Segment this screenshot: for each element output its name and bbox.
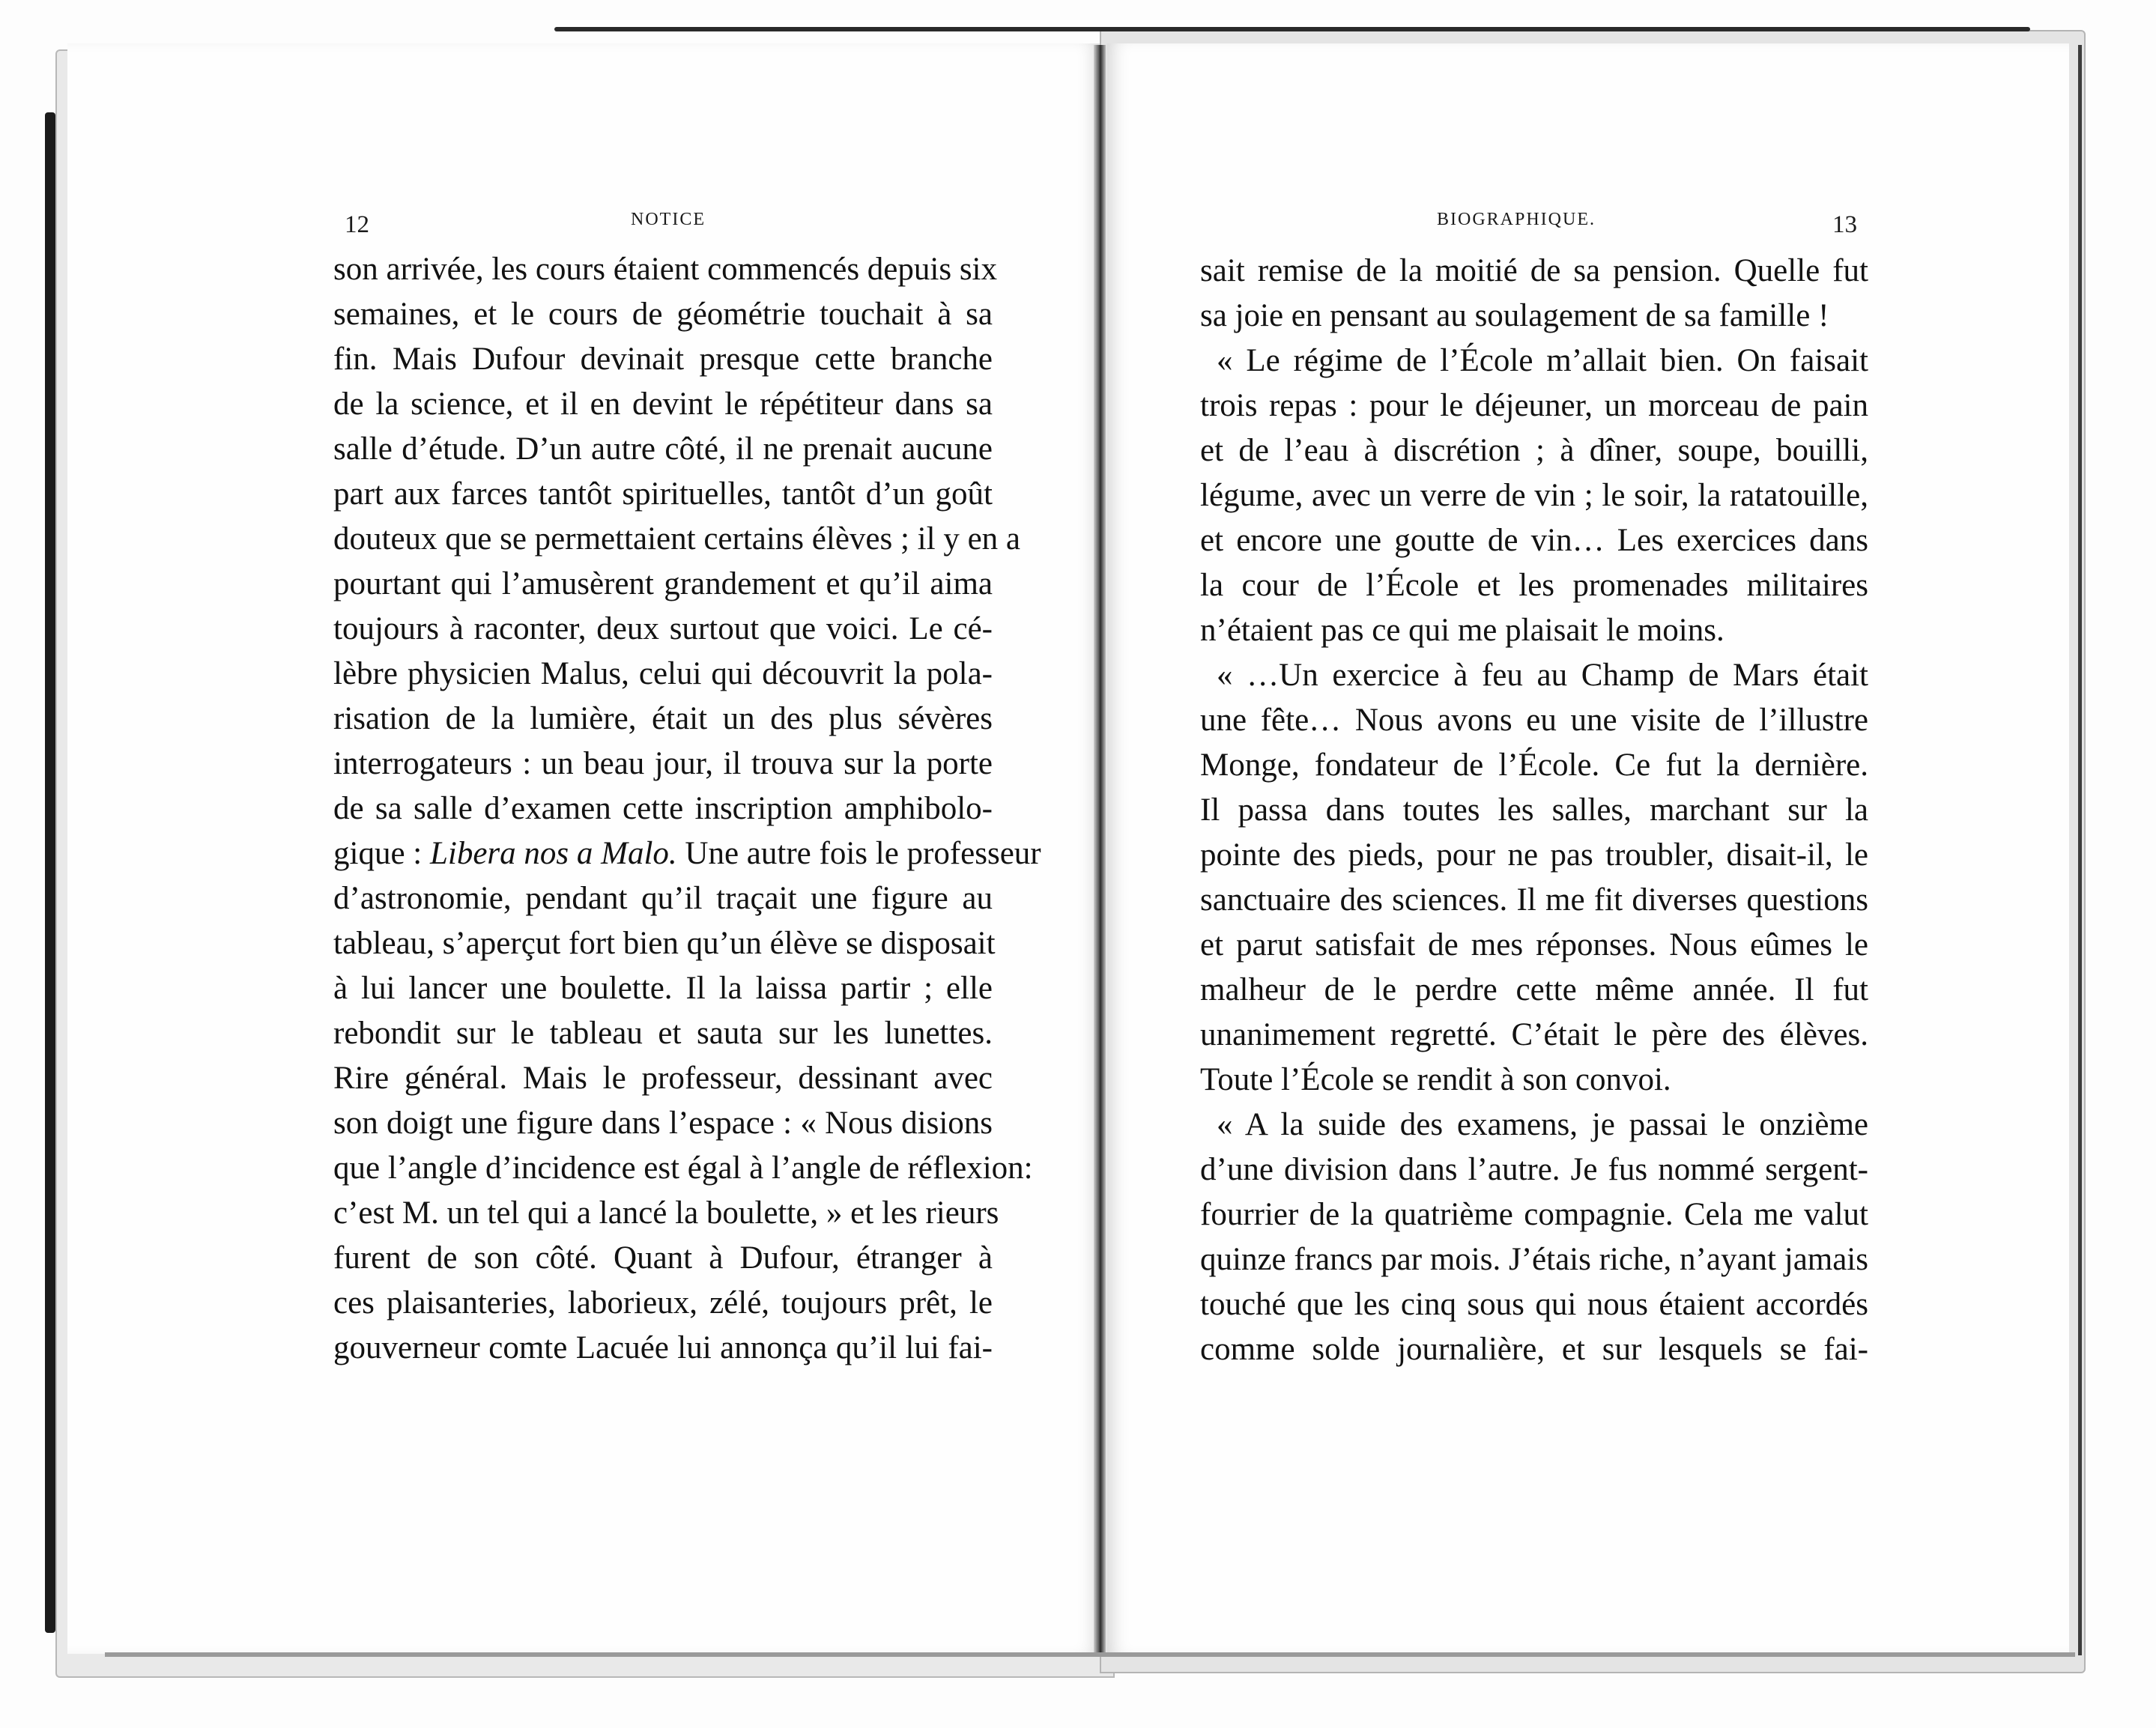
text-line: fin. Mais Dufour devinait presque cette branche: [333, 342, 993, 377]
text-line: et encore une goutte de vin… Les exercices dans: [1200, 523, 1868, 558]
text-line: d’astronomie, pendant qu’il traçait une figure au: [333, 881, 993, 916]
text-line: sa joie en pensant au soulagement de sa famille !: [1200, 298, 1829, 333]
libera-suffix: Une autre fois le professeur: [676, 836, 1041, 871]
text-line: touché que les cinq sous qui nous étaient accordés: [1200, 1287, 1868, 1322]
text-line: « A la suide des examens, je passai le onzième: [1217, 1107, 1868, 1142]
text-line: Monge, fondateur de l’École. Ce fut la dernière.: [1200, 748, 1868, 783]
text-line: interrogateurs : un beau jour, il trouva sur la porte: [333, 746, 993, 781]
libera-prefix: gique :: [333, 836, 430, 871]
text-line: comme solde journalière, et sur lesquels se fai-: [1200, 1332, 1868, 1367]
book-cover-edge: [45, 112, 55, 1633]
text-line: part aux farces tantôt spirituelles, tantôt d’un goût: [333, 476, 993, 512]
text-line: pointe des pieds, pour ne pas troubler, disait-il, le: [1200, 837, 1868, 873]
text-line: légume, avec un verre de vin ; le soir, la ratatouille,: [1200, 478, 1868, 513]
text-line: furent de son côté. Quant à Dufour, étranger à: [333, 1240, 993, 1276]
text-line: lèbre physicien Malus, celui qui découvrit la pola-: [333, 656, 993, 691]
right-running-head: BIOGRAPHIQUE.: [1437, 210, 1596, 229]
left-page-text: [333, 247, 1041, 1371]
text-line: Il passa dans toutes les salles, marchant sur la: [1200, 792, 1868, 828]
text-line: gouverneur comte Lacuée lui annonça qu’il lui fai-: [333, 1330, 993, 1365]
text-line: trois repas : pour le déjeuner, un morceau de pain: [1200, 388, 1868, 423]
right-page-number: 13: [1832, 211, 1857, 238]
text-line: de la science, et il en devint le répétiteur dans sa: [333, 386, 993, 422]
text-line: n’étaient pas ce qui me plaisait le moins.: [1200, 613, 1725, 648]
text-line: une fête… Nous avons eu une visite de l’illustre: [1200, 703, 1868, 738]
text-line: son arrivée, les cours étaient commencés depuis six: [333, 252, 997, 287]
text-line: que l’angle d’incidence est égal à l’angle de réflexion:: [333, 1151, 1033, 1186]
text-line: et de l’eau à discrétion ; à dîner, soupe, bouilli,: [1200, 433, 1868, 468]
book-top-edge: [554, 27, 2030, 31]
text-line: « …Un exercice à feu au Champ de Mars était: [1217, 658, 1868, 693]
text-line: sait remise de la moitié de sa pension. Quelle fut: [1200, 253, 1868, 288]
text-line: salle d’étude. D’un autre côté, il ne prenait aucune: [333, 431, 993, 467]
text-line: « Le régime de l’École m’allait bien. On faisait: [1217, 343, 1868, 378]
text-line-libera: [333, 831, 1041, 876]
text-line: de sa salle d’examen cette inscription amphibolo-: [333, 791, 993, 826]
text-line: risation de la lumière, était un des plus sévères: [333, 701, 993, 736]
right-page-text: [1200, 249, 1868, 1372]
text-line: et parut satisfait de mes réponses. Nous eûmes le: [1200, 927, 1868, 962]
text-line: rebondit sur le tableau et sauta sur les lunettes.: [333, 1016, 993, 1051]
text-line: quinze francs par mois. J’étais riche, n’ayant jamais: [1200, 1242, 1868, 1277]
book-fore-edge: [2078, 45, 2082, 1655]
text-line: douteux que se permettaient certains élèves ; il y en a: [333, 521, 1020, 557]
book-gutter: [1094, 45, 1106, 1652]
text-line: c’est M. un tel qui a lancé la boulette, » et les rieurs: [333, 1195, 999, 1231]
text-line: ces plaisanteries, laborieux, zélé, toujours prêt, le: [333, 1285, 993, 1321]
text-line: à lui lancer une boulette. Il la laissa partir ; elle: [333, 971, 993, 1006]
text-line: d’une division dans l’autre. Je fus nommé sergent-: [1200, 1152, 1868, 1187]
text-line: Rire général. Mais le professeur, dessinant avec: [333, 1061, 993, 1096]
text-line: semaines, et le cours de géométrie touchait à sa: [333, 297, 993, 332]
text-line: son doigt une figure dans l’espace : « Nous disions: [333, 1106, 993, 1141]
text-line: sanctuaire des sciences. Il me fit diverses questions: [1200, 882, 1868, 918]
text-line: unanimement regretté. C’était le père des élèves.: [1200, 1017, 1868, 1052]
text-line: toujours à raconter, deux surtout que voici. Le cé-: [333, 611, 993, 646]
text-line: tableau, s’aperçut fort bien qu’un élève se disposait: [333, 926, 996, 961]
text-line: Toute l’École se rendit à son convoi.: [1200, 1062, 1671, 1097]
libera-italic: Libera nos a Malo.: [429, 836, 677, 871]
left-running-head: NOTICE: [631, 210, 706, 229]
text-line: pourtant qui l’amusèrent grandement et qu’il aima: [333, 566, 993, 601]
left-page-number: 12: [345, 211, 369, 238]
book-bottom-edge: [105, 1652, 2075, 1657]
text-line: malheur de le perdre cette même année. Il fut: [1200, 972, 1868, 1007]
text-line: fourrier de la quatrième compagnie. Cela me valut: [1200, 1197, 1868, 1232]
text-line: la cour de l’École et les promenades militaires: [1200, 568, 1868, 603]
